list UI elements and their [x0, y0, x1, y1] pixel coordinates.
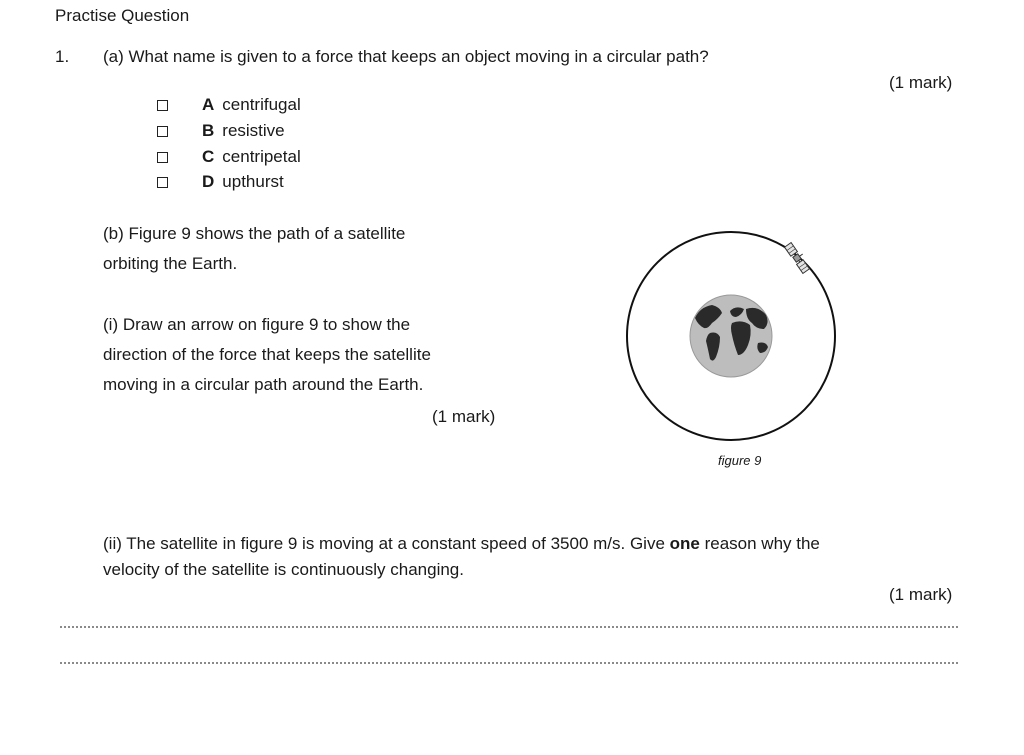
part-b-ii-emphasis: one [669, 534, 700, 553]
page-title: Practise Question [55, 6, 190, 25]
option-c-letter: C [202, 147, 215, 166]
option-c-checkbox[interactable] [157, 152, 168, 163]
part-b-i-line3: moving in a circular path around the Earth. [103, 375, 424, 394]
part-b-intro-line2: orbiting the Earth. [103, 254, 238, 273]
question-number: 1. [55, 47, 70, 66]
question-a-text: (a) What name is given to a force that keeps an object moving in a circular path? [103, 47, 709, 66]
option-b-checkbox[interactable] [157, 126, 168, 137]
part-b-ii-line1-pre: (ii) The satellite in figure 9 is moving at a constant speed of 3500 m/s. Give [103, 534, 670, 553]
option-d[interactable] [157, 171, 284, 193]
satellite-icon [785, 241, 812, 274]
option-a[interactable] [157, 94, 301, 116]
figure-9-diagram[interactable] [620, 225, 850, 450]
part-b-ii-mark: (1 mark) [889, 585, 953, 604]
option-c[interactable] [157, 146, 301, 168]
option-d-checkbox[interactable] [157, 177, 168, 188]
part-b-i-line2: direction of the force that keeps the satellite [103, 345, 431, 364]
figure-9-caption: figure 9 [718, 453, 762, 468]
answer-line-1[interactable] [60, 626, 958, 628]
option-a-text: centrifugal [222, 95, 301, 114]
option-a-checkbox[interactable] [157, 100, 168, 111]
part-b-ii-line1 [103, 534, 820, 554]
option-d-text: upthurst [222, 172, 284, 191]
part-b-i-text [103, 310, 523, 400]
part-b-intro [103, 219, 523, 279]
earth-globe-icon [690, 295, 772, 377]
option-d-letter: D [202, 172, 215, 191]
answer-line-2[interactable] [60, 662, 958, 664]
part-b-intro-line1: (b) Figure 9 shows the path of a satellite [103, 224, 406, 243]
option-b-text: resistive [222, 121, 285, 140]
option-a-letter: A [202, 95, 215, 114]
option-b-letter: B [202, 121, 215, 140]
part-b-ii-line2: velocity of the satellite is continuously changing. [103, 560, 464, 579]
part-b-i-line1: (i) Draw an arrow on figure 9 to show the [103, 315, 411, 334]
option-b[interactable] [157, 120, 285, 142]
part-b-i-mark: (1 mark) [432, 407, 496, 426]
part-b-ii-line1-post: reason why the [699, 534, 820, 553]
question-a-mark: (1 mark) [889, 73, 953, 92]
option-c-text: centripetal [222, 147, 301, 166]
